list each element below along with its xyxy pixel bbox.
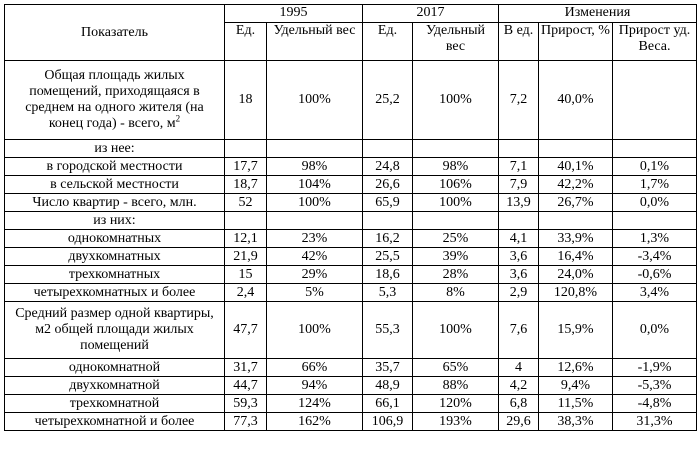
growth-share-cell: -4,8% — [613, 395, 697, 413]
table-row — [5, 359, 697, 377]
share-1995-cell: 94% — [267, 377, 363, 395]
share-1995-cell: 42% — [267, 248, 363, 266]
table-row — [5, 248, 697, 266]
units-1995-cell: 31,7 — [225, 359, 267, 377]
change-units-cell: 2,9 — [499, 284, 539, 302]
indicator-cell — [5, 413, 225, 431]
growth-share-cell — [613, 212, 697, 230]
units-1995-cell — [225, 212, 267, 230]
units-1995-cell: 21,9 — [225, 248, 267, 266]
changes-header: Изменения — [499, 5, 697, 23]
indicator-cell — [5, 284, 225, 302]
units-1995-cell: 18,7 — [225, 176, 267, 194]
growth-percent-header: Прирост, % — [539, 23, 613, 61]
indicator-cell — [5, 158, 225, 176]
indicator-label: трехкомнатных — [68, 266, 161, 282]
indicator-cell — [5, 176, 225, 194]
units-1995-cell: 2,4 — [225, 284, 267, 302]
growth-percent-cell: 42,2% — [539, 176, 613, 194]
share-2017-cell: 65% — [413, 359, 499, 377]
growth-percent-cell — [539, 140, 613, 158]
units-2017-cell: 55,3 — [363, 302, 413, 359]
share-1995-cell: 100% — [267, 302, 363, 359]
indicator-header: Показатель — [5, 5, 225, 61]
growth-share-cell — [613, 61, 697, 140]
share-1995-cell: 100% — [267, 61, 363, 140]
growth-share-header: Прирост уд. Веса. — [613, 23, 697, 61]
units-1995-header: Ед. — [225, 23, 267, 61]
units-1995-cell: 18 — [225, 61, 267, 140]
share-1995-cell: 29% — [267, 266, 363, 284]
growth-percent-cell: 33,9% — [539, 230, 613, 248]
units-2017-cell — [363, 140, 413, 158]
change-units-cell: 7,2 — [499, 61, 539, 140]
table-row — [5, 194, 697, 212]
units-1995-cell: 47,7 — [225, 302, 267, 359]
units-2017-cell: 48,9 — [363, 377, 413, 395]
table-header — [5, 5, 697, 61]
change-units-cell: 3,6 — [499, 266, 539, 284]
units-1995-cell: 52 — [225, 194, 267, 212]
table-row — [5, 212, 697, 230]
units-2017-cell: 5,3 — [363, 284, 413, 302]
change-units-cell: 29,6 — [499, 413, 539, 431]
table-row — [5, 158, 697, 176]
table-row — [5, 284, 697, 302]
growth-percent-cell: 24,0% — [539, 266, 613, 284]
units-2017-cell: 65,9 — [363, 194, 413, 212]
share-1995-header: Удельный вес — [267, 23, 363, 61]
indicator-cell — [5, 212, 225, 230]
table-row — [5, 266, 697, 284]
table-row — [5, 302, 697, 359]
growth-share-cell: 0,0% — [613, 302, 697, 359]
indicator-label: однокомнатных — [67, 230, 162, 246]
units-2017-cell: 16,2 — [363, 230, 413, 248]
units-2017-cell — [363, 212, 413, 230]
growth-share-cell: -3,4% — [613, 248, 697, 266]
units-2017-cell: 26,6 — [363, 176, 413, 194]
growth-percent-cell: 9,4% — [539, 377, 613, 395]
indicator-label: двухкомнатной — [69, 377, 160, 393]
units-1995-cell — [225, 140, 267, 158]
change-units-cell: 7,6 — [499, 302, 539, 359]
share-2017-cell: 88% — [413, 377, 499, 395]
indicator-cell — [5, 359, 225, 377]
indicator-label: в городской местности — [46, 158, 183, 174]
share-2017-cell: 106% — [413, 176, 499, 194]
units-2017-cell: 66,1 — [363, 395, 413, 413]
change-units-cell: 7,9 — [499, 176, 539, 194]
indicator-cell — [5, 230, 225, 248]
share-1995-cell: 162% — [267, 413, 363, 431]
share-2017-cell: 28% — [413, 266, 499, 284]
growth-percent-cell: 40,0% — [539, 61, 613, 140]
indicator-label: Общая площадь жилых помещений, приходящаяся в среднем на одного жителя (на конец года) - всего, м — [25, 68, 204, 131]
units-2017-header: Ед. — [363, 23, 413, 61]
table-row — [5, 377, 697, 395]
share-2017-cell: 8% — [413, 284, 499, 302]
change-units-cell: 4,1 — [499, 230, 539, 248]
share-1995-cell — [267, 140, 363, 158]
indicator-cell — [5, 194, 225, 212]
change-units-cell — [499, 212, 539, 230]
share-1995-cell: 66% — [267, 359, 363, 377]
units-1995-cell: 15 — [225, 266, 267, 284]
share-2017-cell: 193% — [413, 413, 499, 431]
growth-percent-cell: 38,3% — [539, 413, 613, 431]
units-1995-cell: 44,7 — [225, 377, 267, 395]
indicator-label: Число квартир - всего, млн. — [32, 194, 197, 210]
indicator-cell — [5, 140, 225, 158]
share-2017-cell: 100% — [413, 194, 499, 212]
growth-share-cell: -1,9% — [613, 359, 697, 377]
growth-percent-cell: 120,8% — [539, 284, 613, 302]
growth-share-cell: 1,3% — [613, 230, 697, 248]
change-units-cell: 7,1 — [499, 158, 539, 176]
share-1995-cell: 124% — [267, 395, 363, 413]
change-units-cell: 4 — [499, 359, 539, 377]
indicator-label: из них: — [93, 212, 136, 228]
indicator-cell — [5, 302, 225, 359]
growth-share-cell: 0,0% — [613, 194, 697, 212]
indicator-cell — [5, 266, 225, 284]
growth-share-cell — [613, 140, 697, 158]
indicator-label: Средний размер одной квартиры, м2 общей площади жилых помещений — [15, 306, 214, 353]
change-units-cell: 3,6 — [499, 248, 539, 266]
share-1995-cell: 104% — [267, 176, 363, 194]
share-2017-cell — [413, 140, 499, 158]
units-2017-cell: 25,5 — [363, 248, 413, 266]
growth-percent-cell: 26,7% — [539, 194, 613, 212]
indicator-label: из нее: — [94, 140, 135, 156]
growth-share-cell: -0,6% — [613, 266, 697, 284]
units-1995-cell: 12,1 — [225, 230, 267, 248]
units-2017-cell: 18,6 — [363, 266, 413, 284]
change-units-cell: 6,8 — [499, 395, 539, 413]
units-2017-cell: 106,9 — [363, 413, 413, 431]
share-1995-cell: 5% — [267, 284, 363, 302]
share-2017-cell: 39% — [413, 248, 499, 266]
share-2017-cell: 98% — [413, 158, 499, 176]
indicator-cell — [5, 248, 225, 266]
share-1995-cell — [267, 212, 363, 230]
table-row — [5, 395, 697, 413]
indicator-cell — [5, 377, 225, 395]
indicator-cell — [5, 61, 225, 140]
change-units-cell: 4,2 — [499, 377, 539, 395]
share-1995-cell: 23% — [267, 230, 363, 248]
share-2017-cell: 100% — [413, 302, 499, 359]
growth-percent-cell — [539, 212, 613, 230]
unit-superscript: 2 — [175, 113, 181, 124]
table-row — [5, 413, 697, 431]
units-1995-cell: 77,3 — [225, 413, 267, 431]
year-1995-header: 1995 — [225, 5, 363, 23]
growth-share-cell: 3,4% — [613, 284, 697, 302]
units-1995-cell: 59,3 — [225, 395, 267, 413]
growth-percent-cell: 40,1% — [539, 158, 613, 176]
table-row — [5, 176, 697, 194]
table-row — [5, 61, 697, 140]
share-2017-cell: 120% — [413, 395, 499, 413]
indicator-label: четырехкомнатной и более — [34, 413, 195, 429]
share-2017-cell: 25% — [413, 230, 499, 248]
indicator-cell — [5, 395, 225, 413]
growth-percent-cell: 12,6% — [539, 359, 613, 377]
table-row — [5, 230, 697, 248]
growth-percent-cell: 16,4% — [539, 248, 613, 266]
table-row — [5, 140, 697, 158]
year-2017-header: 2017 — [363, 5, 499, 23]
growth-percent-cell: 11,5% — [539, 395, 613, 413]
share-2017-header: Удельный вес — [413, 23, 499, 61]
growth-share-cell: 0,1% — [613, 158, 697, 176]
units-2017-cell: 35,7 — [363, 359, 413, 377]
indicator-label: в сельской местности — [50, 176, 179, 192]
change-units-cell — [499, 140, 539, 158]
growth-share-cell: 31,3% — [613, 413, 697, 431]
indicator-label: однокомнатной — [68, 359, 161, 375]
growth-percent-cell: 15,9% — [539, 302, 613, 359]
units-2017-cell: 24,8 — [363, 158, 413, 176]
units-2017-cell: 25,2 — [363, 61, 413, 140]
table-body — [5, 61, 697, 431]
indicator-label: двухкомнатных — [68, 248, 161, 264]
share-2017-cell: 100% — [413, 61, 499, 140]
change-units-header: В ед. — [499, 23, 539, 61]
change-units-cell: 13,9 — [499, 194, 539, 212]
share-2017-cell — [413, 212, 499, 230]
share-1995-cell: 98% — [267, 158, 363, 176]
units-1995-cell: 17,7 — [225, 158, 267, 176]
share-1995-cell: 100% — [267, 194, 363, 212]
indicator-label: четырехкомнатных и более — [33, 284, 196, 300]
housing-statistics-table — [4, 4, 697, 431]
indicator-label: трехкомнатной — [69, 395, 160, 411]
growth-share-cell: 1,7% — [613, 176, 697, 194]
growth-share-cell: -5,3% — [613, 377, 697, 395]
